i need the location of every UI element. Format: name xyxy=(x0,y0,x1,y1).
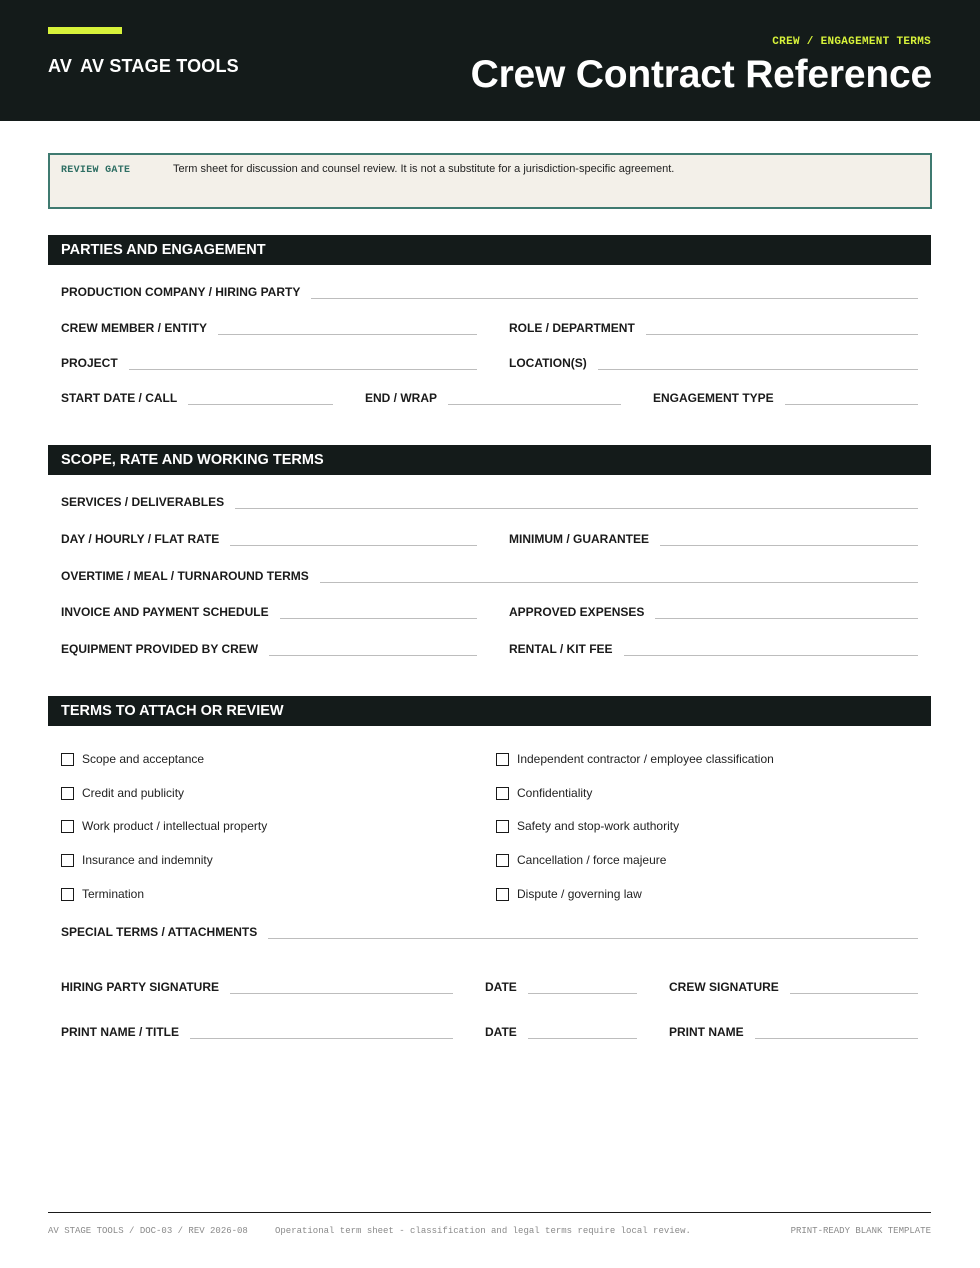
services-field[interactable] xyxy=(61,491,918,509)
checkbox-insurance[interactable] xyxy=(61,852,213,868)
checkbox-label: Independent contractor / employee classification xyxy=(517,752,774,766)
section-heading-scope: SCOPE, RATE AND WORKING TERMS xyxy=(48,445,931,475)
field-label: PRINT NAME xyxy=(669,1025,744,1039)
checkbox-label: Confidentiality xyxy=(517,786,593,800)
entry-line[interactable] xyxy=(129,369,477,370)
checkbox-label: Termination xyxy=(82,887,145,901)
crew-date-field[interactable] xyxy=(485,1021,637,1039)
checkbox[interactable] xyxy=(496,888,509,901)
entry-line[interactable] xyxy=(311,298,918,299)
print-name-field[interactable] xyxy=(669,1021,918,1039)
entry-line[interactable] xyxy=(218,334,477,335)
checkbox-label: Insurance and indemnity xyxy=(82,853,213,867)
crew-signature-field[interactable] xyxy=(669,976,918,994)
field-label: EQUIPMENT PROVIDED BY CREW xyxy=(61,642,259,656)
review-notice xyxy=(48,153,932,209)
checkbox-confidentiality[interactable] xyxy=(496,785,592,801)
rental-fee-field[interactable] xyxy=(509,638,918,656)
checkbox[interactable] xyxy=(496,820,509,833)
checkbox-work-product[interactable] xyxy=(61,818,267,834)
field-label: SERVICES / DELIVERABLES xyxy=(61,495,225,509)
entry-line[interactable] xyxy=(528,1038,637,1039)
entry-line[interactable] xyxy=(190,1038,453,1039)
checkbox-label: Cancellation / force majeure xyxy=(517,853,667,867)
checkbox[interactable] xyxy=(61,820,74,833)
field-label: ROLE / DEPARTMENT xyxy=(509,321,635,335)
field-label: INVOICE AND PAYMENT SCHEDULE xyxy=(61,605,269,619)
field-label: PRINT NAME / TITLE xyxy=(61,1025,179,1039)
field-label: END / WRAP xyxy=(365,391,437,405)
checkbox-label: Scope and acceptance xyxy=(82,752,205,766)
field-label: ENGAGEMENT TYPE xyxy=(653,391,774,405)
entry-line[interactable] xyxy=(528,993,637,994)
locations-field[interactable] xyxy=(509,352,918,370)
checkbox[interactable] xyxy=(61,888,74,901)
accent-bar xyxy=(48,27,122,34)
brand xyxy=(48,56,239,77)
special-terms-field[interactable] xyxy=(61,921,918,939)
brand-mark: AV xyxy=(48,56,73,76)
field-label: PROJECT xyxy=(61,356,118,370)
invoice-field[interactable] xyxy=(61,601,477,619)
checkbox-safety[interactable] xyxy=(496,818,679,834)
entry-line[interactable] xyxy=(320,582,918,583)
field-label: LOCATION(S) xyxy=(509,356,587,370)
crew-member-field[interactable] xyxy=(61,317,477,335)
field-label: DATE xyxy=(485,980,517,994)
equipment-field[interactable] xyxy=(61,638,477,656)
notice-label: REVIEW GATE xyxy=(61,165,131,176)
entry-line[interactable] xyxy=(280,618,477,619)
expenses-field[interactable] xyxy=(509,601,918,619)
checkbox-label: Dispute / governing law xyxy=(517,887,642,901)
section-heading-parties: PARTIES AND ENGAGEMENT xyxy=(48,235,931,265)
footer-doc-id: AV STAGE TOOLS / DOC-03 / REV 2026-08 xyxy=(48,1226,248,1236)
entry-line[interactable] xyxy=(230,993,453,994)
page-header xyxy=(0,0,980,121)
document-type: CREW / ENGAGEMENT TERMS xyxy=(772,36,931,48)
rate-field[interactable] xyxy=(61,528,477,546)
role-field[interactable] xyxy=(509,317,918,335)
hiring-party-signature-field[interactable] xyxy=(61,976,453,994)
brand-name: AV STAGE TOOLS xyxy=(80,56,239,76)
checkbox[interactable] xyxy=(61,787,74,800)
field-label: HIRING PARTY SIGNATURE xyxy=(61,980,220,994)
minimum-guarantee-field[interactable] xyxy=(509,528,918,546)
footer-rule xyxy=(48,1212,931,1213)
entry-line[interactable] xyxy=(269,655,477,656)
end-wrap-field[interactable] xyxy=(365,387,621,405)
entry-line[interactable] xyxy=(785,404,918,405)
entry-line[interactable] xyxy=(598,369,918,370)
entry-line[interactable] xyxy=(755,1038,918,1039)
field-label: CREW SIGNATURE xyxy=(669,980,779,994)
checkbox-label: Credit and publicity xyxy=(82,786,185,800)
overtime-field[interactable] xyxy=(61,565,918,583)
checkbox-classification[interactable] xyxy=(496,751,774,767)
start-date-field[interactable] xyxy=(61,387,333,405)
entry-line[interactable] xyxy=(624,655,918,656)
field-label: MINIMUM / GUARANTEE xyxy=(509,532,649,546)
entry-line[interactable] xyxy=(268,938,918,939)
field-label: PRODUCTION COMPANY / HIRING PARTY xyxy=(61,285,301,299)
checkbox[interactable] xyxy=(61,753,74,766)
field-label: APPROVED EXPENSES xyxy=(509,605,645,619)
footer-status: PRINT-READY BLANK TEMPLATE xyxy=(790,1226,931,1236)
checkbox[interactable] xyxy=(496,787,509,800)
checkbox-label: Work product / intellectual property xyxy=(82,819,268,833)
checkbox-cancellation[interactable] xyxy=(496,852,666,868)
checkbox[interactable] xyxy=(496,753,509,766)
section-heading-terms: TERMS TO ATTACH OR REVIEW xyxy=(48,696,931,726)
field-label: START DATE / CALL xyxy=(61,391,178,405)
engagement-type-field[interactable] xyxy=(653,387,918,405)
entry-line[interactable] xyxy=(448,404,621,405)
entry-line[interactable] xyxy=(660,545,918,546)
print-name-title-field[interactable] xyxy=(61,1021,453,1039)
footer-note: Operational term sheet - classification and legal terms require local review. xyxy=(275,1226,691,1236)
entry-line[interactable] xyxy=(188,404,333,405)
checkbox-dispute[interactable] xyxy=(496,886,642,902)
entry-line[interactable] xyxy=(230,545,477,546)
notice-text: Term sheet for discussion and counsel review. It is not a substitute for a jurisdiction-specific agreement. xyxy=(173,163,675,175)
entry-line[interactable] xyxy=(655,618,918,619)
field-label: CREW MEMBER / ENTITY xyxy=(61,321,207,335)
hiring-date-field[interactable] xyxy=(485,976,637,994)
checkbox-termination[interactable] xyxy=(61,886,144,902)
entry-line[interactable] xyxy=(790,993,918,994)
checkbox-scope-acceptance[interactable] xyxy=(61,751,204,767)
entry-line[interactable] xyxy=(235,508,918,509)
checkbox-credit-publicity[interactable] xyxy=(61,785,184,801)
field-label: DAY / HOURLY / FLAT RATE xyxy=(61,532,220,546)
project-field[interactable] xyxy=(61,352,477,370)
field-label: DATE xyxy=(485,1025,517,1039)
field-label: OVERTIME / MEAL / TURNAROUND TERMS xyxy=(61,569,309,583)
field-label: RENTAL / KIT FEE xyxy=(509,642,613,656)
entry-line[interactable] xyxy=(646,334,918,335)
production-company-field[interactable] xyxy=(61,281,918,299)
checkbox[interactable] xyxy=(496,854,509,867)
page-title: Crew Contract Reference xyxy=(470,53,932,96)
checkbox-label: Safety and stop-work authority xyxy=(517,819,680,833)
checkbox[interactable] xyxy=(61,854,74,867)
field-label: SPECIAL TERMS / ATTACHMENTS xyxy=(61,925,258,939)
